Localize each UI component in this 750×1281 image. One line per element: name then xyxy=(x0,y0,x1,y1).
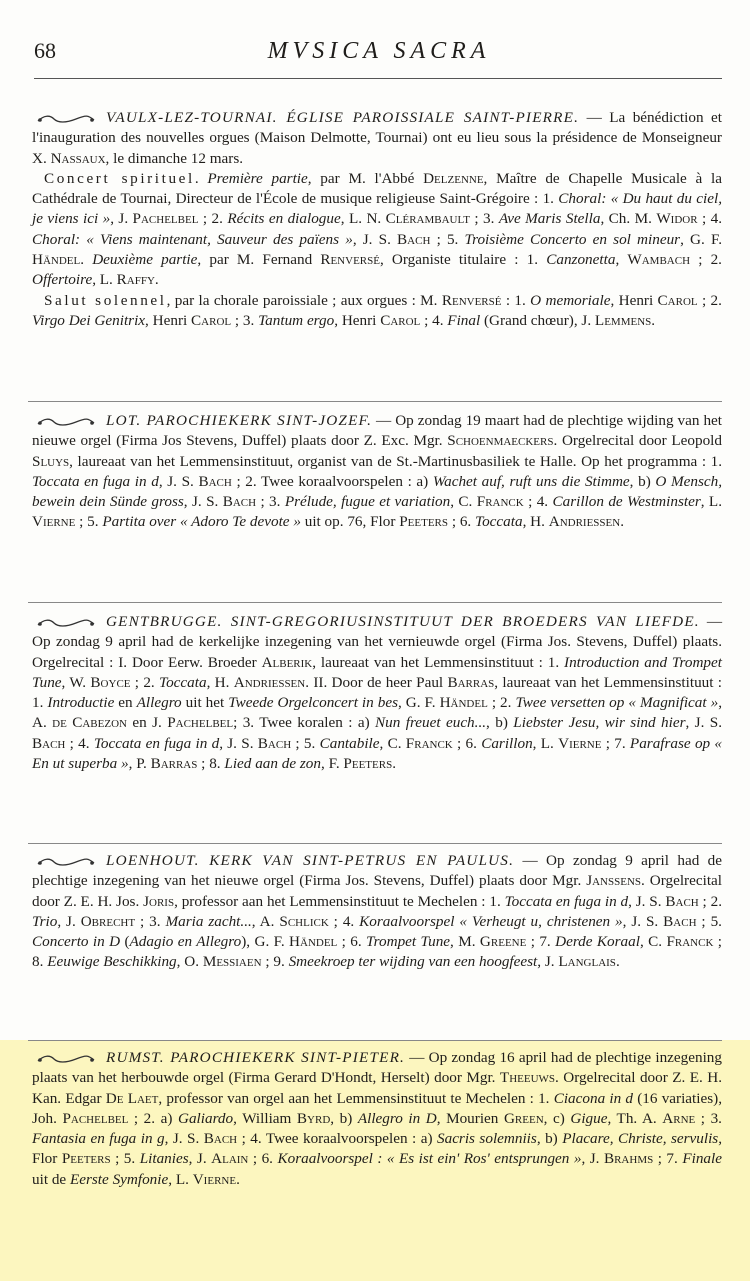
person-name: Joris xyxy=(143,892,175,910)
running-title: MVSICA SACRA xyxy=(267,38,491,64)
body-text: — Op zondag 19 maart had de plechtige wijding van het nieuwe orgel (Firma Jos Stevens, Duffel) plaats door Z. Exc. Mgr. xyxy=(32,412,722,450)
work-title: Eerste Symfonie xyxy=(69,1170,169,1188)
body-text: . xyxy=(651,311,656,329)
body-text: , L. xyxy=(532,734,559,752)
body-text: en xyxy=(114,694,137,712)
work-title: Cantabile xyxy=(319,734,380,752)
body-text: , C. xyxy=(450,493,477,511)
work-title: O Mensch, bewein dein Sünde gross xyxy=(32,472,723,511)
person-name: Barras xyxy=(150,755,198,773)
body-text: ; 4. Twee koraalvoorspelen : a) xyxy=(237,1130,437,1148)
body-text: , J. S. xyxy=(164,1130,204,1148)
body-text: , b) xyxy=(629,472,656,490)
work-title: Récits en dialogue xyxy=(227,210,341,228)
work-title: Fantasia en fuga in g xyxy=(32,1130,165,1148)
body-text: , H. xyxy=(522,513,549,531)
body-text: — La bénédiction et l'inauguration des nouvelles orgues (Maison Delmotte, Tournai) ont eu lieu sous la présidence de Monseigneur X. xyxy=(32,109,722,167)
body-text: , J. S. xyxy=(158,472,199,490)
work-title: Trio xyxy=(32,912,58,930)
work-title: Carillon de Westminster xyxy=(552,493,701,511)
body-text: ; 4. xyxy=(65,734,94,752)
work-title: Koraalvoorspel : « Es ist ein' Ros' entsprungen » xyxy=(277,1150,582,1168)
work-title: Tweede Orgelconcert in bes xyxy=(228,694,398,712)
body-text: , laureaat van het Lemmensinstituut : 1. xyxy=(312,653,565,671)
work-title: Introductie xyxy=(47,694,115,712)
work-title: Toccata en fuga in d xyxy=(32,472,159,490)
body-text: , Organiste titulaire : 1. xyxy=(379,251,547,269)
body-text: , G. F. xyxy=(680,230,722,248)
body-text: , J. S. xyxy=(219,734,258,752)
entry-heading: LOENHOUT. KERK VAN SINT-PETRUS EN PAULUS. xyxy=(106,852,515,869)
body-text: , C. xyxy=(639,933,667,951)
work-title: Introduction and Trompet Tune xyxy=(32,653,722,691)
ornament-flourish-icon xyxy=(36,113,96,125)
person-name: Bach xyxy=(257,734,292,752)
work-title: Toccata en fuga in d xyxy=(93,734,220,752)
work-title: Sacris solemniis xyxy=(437,1130,537,1148)
body-text: ; 2. xyxy=(130,673,160,691)
entry-divider xyxy=(28,1040,722,1041)
body-text: . xyxy=(615,953,620,971)
body-text: , M. xyxy=(450,933,480,951)
body-text: , L. N. xyxy=(340,210,386,228)
body-text: ; 2. a) xyxy=(128,1109,178,1127)
work-title: Smeekroep ter wijding van een hoogfeest xyxy=(288,953,538,971)
body-text: ; 2. xyxy=(690,251,722,269)
ornament-flourish-icon xyxy=(36,416,96,428)
work-title: Allegro xyxy=(136,694,182,712)
body-text: . xyxy=(392,755,396,773)
person-name: Franck xyxy=(476,493,524,511)
body-text: . Orgelrecital door Leopold xyxy=(553,432,722,450)
person-name: Vierne xyxy=(558,734,602,752)
body-text: ; 3. xyxy=(256,493,285,511)
work-title: Ave Maris Stella xyxy=(498,210,601,228)
body-text: ; 3. xyxy=(135,912,166,930)
person-name: Byrd xyxy=(296,1109,331,1127)
person-name: Arne xyxy=(662,1109,696,1127)
entry-paragraph xyxy=(32,108,722,169)
entry-vaulx-lez-tournai xyxy=(32,108,722,331)
person-name: Händel xyxy=(289,933,338,951)
body-text: , Th. A. xyxy=(607,1109,663,1127)
ornament-flourish-icon xyxy=(36,617,96,629)
person-name: Obrecht xyxy=(80,912,136,930)
body-text: , par la chorale paroissiale ; aux orgues : M. xyxy=(166,291,442,309)
body-text: ( xyxy=(120,933,130,951)
body-text: uit op. 76, Flor xyxy=(300,513,400,531)
body-text: ; 6. xyxy=(248,1150,278,1168)
body-text: . xyxy=(80,251,93,269)
work-title: Canzonetta xyxy=(546,251,616,269)
work-title: Gigue xyxy=(570,1109,608,1127)
body-text: , laureaat van het Lemmensinstituut : 1. xyxy=(32,673,723,712)
work-title: Nun freuet euch... xyxy=(375,714,487,732)
section-label: Concert spirituel xyxy=(44,169,195,187)
person-name: Carol xyxy=(191,311,232,329)
work-title: Offertoire xyxy=(32,271,93,289)
entry-rumst xyxy=(32,1048,722,1190)
entry-paragraph xyxy=(32,411,722,533)
body-text: , c) xyxy=(543,1109,571,1127)
work-title: Twee versetten op « Magnificat » xyxy=(515,694,719,712)
person-name: Händel xyxy=(32,251,81,269)
work-title: Derde Koraal xyxy=(555,933,640,951)
body-text: ; 4. xyxy=(328,912,360,930)
entry-divider xyxy=(28,843,722,844)
body-text: uit de xyxy=(32,1170,70,1188)
entry-loenhout xyxy=(32,851,722,973)
body-text: ; 3. xyxy=(231,311,259,329)
body-text: , C. xyxy=(379,734,406,752)
body-text: , J. xyxy=(581,1150,604,1168)
person-name: Alain xyxy=(211,1150,249,1168)
work-title: Choral: « Viens maintenant, Sauveur des païens » xyxy=(32,230,353,248)
person-name: Bach xyxy=(663,912,697,930)
person-name: Pachelbel xyxy=(132,210,199,228)
body-text: , professor aan het Lemmensinstituut te Mechelen : 1. xyxy=(174,892,505,910)
work-title: Allegro in D xyxy=(357,1109,437,1127)
work-title: Litanies xyxy=(139,1150,189,1168)
body-text: . II. Door de heer Paul xyxy=(305,673,448,691)
body-text: , laureaat van het Lemmensinstituut, organist van de St.-Martinusbasiliek te Halle. Op het programma : 1. xyxy=(69,452,722,470)
body-text: ; 2. xyxy=(487,694,516,712)
person-name: Alberik xyxy=(261,653,313,671)
body-text: , J. S. xyxy=(628,892,666,910)
body-text: , O. xyxy=(176,953,203,971)
body-text: . Orgelrecital door Z. E. H. Jos. xyxy=(32,872,722,910)
body-text: , Henri xyxy=(334,311,381,329)
body-text: ; 5. xyxy=(75,513,103,531)
person-name: Vierne xyxy=(32,513,76,531)
work-title: Maria zacht... xyxy=(165,912,252,930)
work-title: Final xyxy=(447,311,481,329)
body-text: , H. xyxy=(206,673,234,691)
work-title: Finale xyxy=(682,1150,722,1168)
work-title: Virgo Dei Genitrix xyxy=(32,311,146,329)
body-text: , A. xyxy=(32,694,722,732)
person-name: Vierne xyxy=(192,1170,237,1188)
ornament-flourish-icon xyxy=(36,856,96,868)
body-text: ; 2. xyxy=(698,892,722,910)
body-text: ), G. F. xyxy=(241,933,290,951)
body-text: , le dimanche 12 mars. xyxy=(105,149,244,167)
body-text: ; 2. xyxy=(198,210,228,228)
body-text: — Op zondag 9 april had de plechtige inzegening van het nieuwe orgel (Firma Jos. Stevens, Duffel) plaats door Mgr. xyxy=(32,852,723,890)
body-text: ; 3. xyxy=(469,210,499,228)
body-text: , J. xyxy=(188,1150,212,1168)
body-text: , F. xyxy=(321,755,344,773)
work-title: Parafrase op « En ut superba » xyxy=(32,734,723,773)
person-name: Pachelbel xyxy=(62,1109,129,1127)
body-text: , L. xyxy=(700,493,723,511)
body-text: , Ch. M. xyxy=(600,210,657,228)
body-text: ; 5. xyxy=(696,912,722,930)
entry-divider xyxy=(28,401,722,402)
person-name: Schlick xyxy=(279,912,329,930)
body-text: (16 variaties), Joh. xyxy=(32,1089,722,1127)
body-text: , J. S. xyxy=(352,230,398,248)
body-text: ; 5. xyxy=(291,734,320,752)
work-title: Adagio en Allegro xyxy=(129,933,242,951)
person-name: Messiaen xyxy=(202,953,262,971)
work-title: Trompet Tune xyxy=(366,933,451,951)
entry-heading: RUMST. PAROCHIEKERK SINT-PIETER. xyxy=(106,1049,406,1066)
body-text: , J. S. xyxy=(183,493,223,511)
entry-heading: LOT. PAROCHIEKERK SINT-JOZEF. xyxy=(106,412,373,429)
body-text: , J. xyxy=(57,912,81,930)
body-text: . xyxy=(236,1170,240,1188)
body-text: en J. xyxy=(126,714,168,732)
work-title: Liebster Jesu, wir sind hier xyxy=(513,714,686,732)
body-text: , professor van orgel aan het Lemmensinstituut te Mechelen : 1. xyxy=(158,1089,554,1107)
body-text: , G. F. xyxy=(397,694,440,712)
person-name: Bach xyxy=(203,1130,238,1148)
work-title: Toccata en fuga in d xyxy=(504,892,629,910)
person-name: Renversé xyxy=(320,251,380,269)
body-text: , J. xyxy=(110,210,133,228)
person-name: Theeuws xyxy=(499,1069,556,1087)
body-text: ; 5. xyxy=(430,230,465,248)
body-text: ; 2. xyxy=(697,291,722,309)
body-text: ; 4. xyxy=(697,210,723,228)
body-text: , W. xyxy=(61,673,91,691)
body-text: ; 9. xyxy=(261,953,289,971)
body-text: , L. xyxy=(92,271,117,289)
body-text: ; 3. Twee koralen : a) xyxy=(233,714,376,732)
person-name: Widor xyxy=(656,210,698,228)
person-name: Delzenne xyxy=(423,169,484,187)
person-name: Carol xyxy=(657,291,698,309)
body-text: , b) xyxy=(330,1109,358,1127)
body-text: ; 2. Twee koraalvoorspelen : a) xyxy=(231,472,433,490)
work-title: Ciacona in d xyxy=(553,1089,634,1107)
work-title: Partita over « Adoro Te devote » xyxy=(102,513,301,531)
work-title: Placare, Christe, servulis xyxy=(562,1130,719,1148)
entry-divider xyxy=(28,602,722,603)
body-text: ; 6. xyxy=(452,734,482,752)
entry-paragraph xyxy=(32,291,722,332)
work-title: Carillon xyxy=(481,734,533,752)
work-title: Prélude, fugue et variation xyxy=(284,493,451,511)
body-text: ; 7. xyxy=(526,933,556,951)
entry-gentbrugge xyxy=(32,612,722,774)
person-name: Peeters xyxy=(61,1150,111,1168)
body-text: ; 6. xyxy=(337,933,367,951)
body-text: ; 8. xyxy=(32,933,722,971)
person-name: Langlais xyxy=(558,953,616,971)
person-name: Boyce xyxy=(90,673,131,691)
person-name: De Laet xyxy=(105,1089,159,1107)
person-name: Bach xyxy=(198,472,232,490)
body-text: . Orgelrecital door Z. E. H. Kan. Edgar xyxy=(32,1069,722,1107)
body-text: : 1. xyxy=(501,291,531,309)
work-title: Toccata xyxy=(475,513,523,531)
body-text: , b) xyxy=(486,714,514,732)
work-title: Wachet auf, ruft uns die Stimme xyxy=(432,472,630,490)
body-text: , par M. l'Abbé xyxy=(307,169,424,187)
person-name: de Cabezon xyxy=(52,714,127,732)
body-text: , J. xyxy=(537,953,559,971)
body-text: ; 3. xyxy=(695,1109,722,1127)
body-text: , A. xyxy=(251,912,280,930)
entry-paragraph xyxy=(32,851,722,973)
person-name: Bach xyxy=(32,734,66,752)
work-title: Lied aan de zon xyxy=(224,755,321,773)
body-text: ; 7. xyxy=(653,1150,683,1168)
person-name: Renversé xyxy=(441,291,502,309)
ornament-flourish-icon xyxy=(36,1053,96,1065)
person-name: Händel xyxy=(439,694,488,712)
header-rule xyxy=(34,78,722,79)
body-text: , Henri xyxy=(145,311,192,329)
person-name: Bach xyxy=(665,892,699,910)
person-name: Bach xyxy=(222,493,257,511)
work-title: Troisième Concerto en sol mineur xyxy=(464,230,681,248)
person-name: Nassaux xyxy=(50,149,106,167)
person-name: Franck xyxy=(666,933,714,951)
person-name: Pachelbel xyxy=(167,714,234,732)
body-text: , par M. Fernand xyxy=(197,251,321,269)
body-text: ; 4. xyxy=(523,493,553,511)
work-title: Première partie xyxy=(207,169,308,187)
work-title: Tantum ergo xyxy=(258,311,335,329)
person-name: Green xyxy=(503,1109,544,1127)
entry-paragraph xyxy=(32,169,722,291)
person-name: Peeters xyxy=(399,513,449,531)
person-name: Andriessen xyxy=(548,513,621,531)
body-text: — Op zondag 9 april had de kerkelijke inzegening van het vernieuwde orgel (Firma Jos. Stevens, Duffel) plaats. Orgelrecital : I. Door Eerw. Broeder xyxy=(32,613,722,671)
person-name: Sluys xyxy=(32,452,70,470)
entry-heading: GENTBRUGGE. SINT-GREGORIUSINSTITUUT DER BROEDERS VAN LIEFDE. xyxy=(106,613,700,630)
person-name: Clérambault xyxy=(385,210,470,228)
entry-paragraph xyxy=(32,612,722,774)
body-text: , L. xyxy=(168,1170,193,1188)
body-text: ; 7. xyxy=(601,734,630,752)
person-name: Janssens xyxy=(586,872,642,890)
person-name: Bach xyxy=(397,230,431,248)
work-title: Eeuwige Beschikking xyxy=(47,953,177,971)
person-name: Barras xyxy=(447,673,495,691)
body-text: ; 4. xyxy=(420,311,448,329)
work-title: Galiardo xyxy=(177,1109,234,1127)
person-name: Peeters xyxy=(343,755,393,773)
page-number: 68 xyxy=(34,38,56,63)
body-text: , xyxy=(615,251,628,269)
body-text: , Flor xyxy=(32,1130,723,1168)
work-title: Concerto in D xyxy=(32,933,121,951)
body-text: ; 8. xyxy=(197,755,225,773)
entry-paragraph xyxy=(32,1048,722,1190)
body-text: . xyxy=(194,169,208,187)
person-name: Brahms xyxy=(603,1150,654,1168)
body-text: ; 5. xyxy=(110,1150,140,1168)
body-text: uit het xyxy=(181,694,229,712)
work-title: Koraalvoorspel « Verheugt u, christenen » xyxy=(359,912,623,930)
person-name: Wambach xyxy=(627,251,691,269)
work-title: Choral: « Du haut du ciel, je viens ici » xyxy=(32,190,722,228)
person-name: Franck xyxy=(405,734,453,752)
person-name: Lemmens xyxy=(594,311,652,329)
body-text: ; 6. xyxy=(448,513,476,531)
person-name: Andriessen xyxy=(233,673,306,691)
person-name: Greene xyxy=(479,933,527,951)
entry-heading: VAULX-LEZ-TOURNAI. ÉGLISE PAROISSIALE SAINT-PIERRE. xyxy=(106,109,580,126)
work-title: O memoriale xyxy=(530,291,611,309)
body-text: , b) xyxy=(536,1130,563,1148)
body-text: — Op zondag 16 april had de plechtige inzegening plaats van het herbouwde orgel (Firma Gerard D'Hondt, Herselt) door Mgr. xyxy=(32,1049,722,1087)
body-text: , P. xyxy=(128,755,151,773)
body-text: , Mourien xyxy=(436,1109,504,1127)
work-title: Deuxième partie xyxy=(92,251,198,269)
body-text: . xyxy=(620,513,625,531)
body-text: , J. S. xyxy=(622,912,664,930)
work-title: Toccata xyxy=(159,673,207,691)
page-header xyxy=(34,38,724,74)
body-text: , Maître de Chapelle Musicale à la Cathédrale de Tournai, Directeur de l'École de musique religieuse Saint-Grégoire : 1. xyxy=(32,169,722,208)
body-text: , Henri xyxy=(610,291,658,309)
person-name: Carol xyxy=(380,311,421,329)
body-text: . xyxy=(154,271,159,289)
body-text: , William xyxy=(233,1109,297,1127)
person-name: Schoenmaeckers xyxy=(447,432,554,450)
body-text: (Grand chœur), J. xyxy=(480,311,595,329)
body-text: , J. S. xyxy=(685,714,723,732)
section-label: Salut solennel xyxy=(44,291,167,309)
entry-lot xyxy=(32,411,722,533)
person-name: Raffy xyxy=(116,271,155,289)
